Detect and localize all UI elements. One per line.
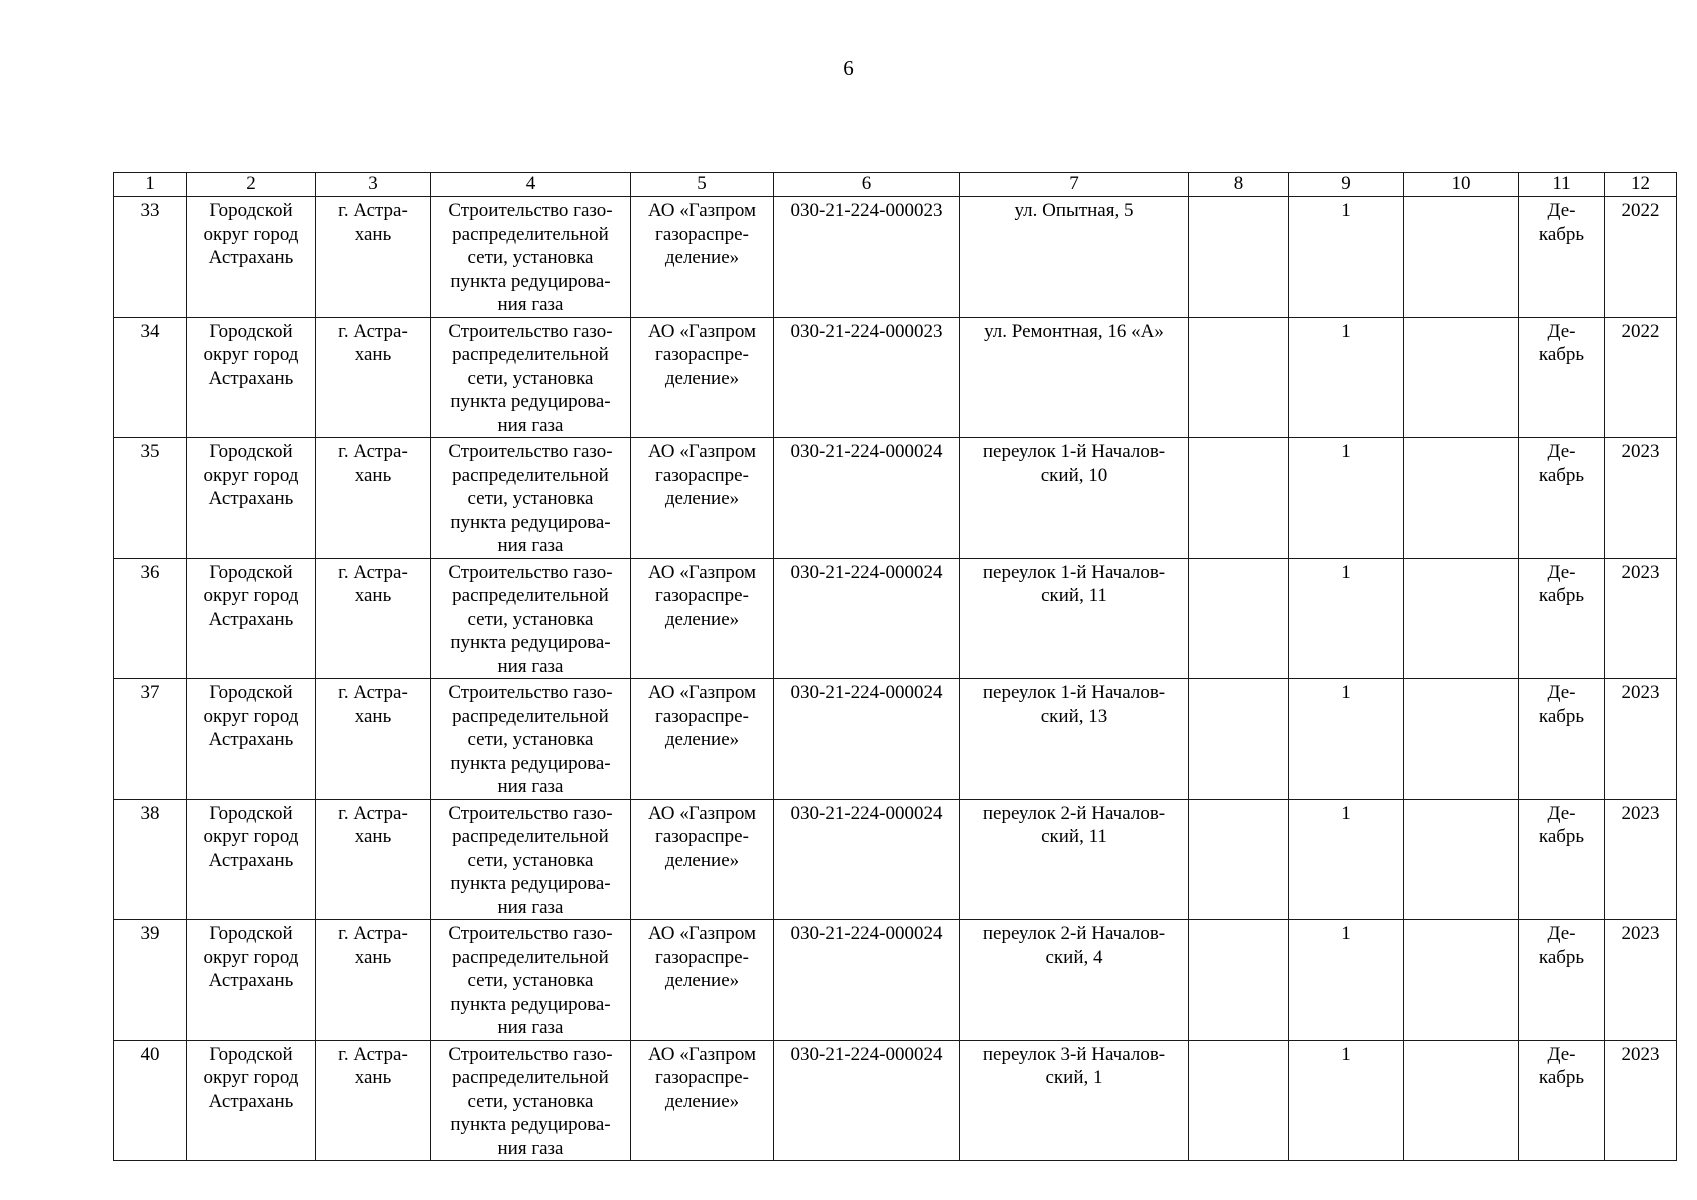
object-code-cell: [774, 197, 960, 318]
work-type-cell: [431, 438, 631, 559]
object-code-cell-text: 030-21-224-000023: [790, 320, 943, 342]
city-cell: [316, 920, 431, 1041]
column-8-cell: [1189, 438, 1289, 559]
organization-cell: [631, 1040, 774, 1161]
district-cell-text: Городской округ город Астрахань: [203, 682, 299, 750]
object-code-cell-text: 030-21-224-000024: [790, 682, 943, 703]
table-header: [114, 173, 1677, 197]
object-code-cell-text: 030-21-224-000023: [790, 200, 943, 221]
organization-cell: [631, 438, 774, 559]
object-code-cell-text: 030-21-224-000024: [790, 441, 943, 462]
header-cell: 10: [1404, 173, 1519, 197]
row-number-cell-text: 33: [140, 200, 160, 221]
address-cell: [960, 1040, 1189, 1161]
month-cell-text: Де- кабрь: [1538, 923, 1585, 968]
address-cell-text: переулок 2-й Началов- ский, 4: [982, 923, 1166, 968]
district-cell: [187, 317, 316, 438]
table-row: [114, 679, 1677, 800]
work-type-cell: [431, 1040, 631, 1161]
month-cell: [1519, 317, 1605, 438]
row-number-cell: [114, 558, 187, 679]
district-cell-text: Городской округ город Астрахань: [203, 923, 299, 991]
work-type-cell: [431, 317, 631, 438]
year-cell-text: 2022: [1621, 320, 1660, 342]
address-cell: [960, 799, 1189, 920]
row-number-cell-text: 37: [140, 682, 160, 703]
organization-cell: [631, 197, 774, 318]
row-number-cell: [114, 197, 187, 318]
year-cell: [1605, 438, 1677, 559]
work-type-cell-text: Строительство газо- распределительной сети, установка пункта редуцирова- ния газа: [448, 682, 613, 797]
organization-cell-text: АО «Газпром газораспре- деление»: [647, 320, 757, 389]
page-number: 6: [843, 56, 854, 80]
work-type-cell: [431, 558, 631, 679]
header-cell: 3: [316, 173, 431, 197]
work-type-cell-text: Строительство газо- распределительной сети, установка пункта редуцирова- ния газа: [448, 441, 613, 556]
month-cell: [1519, 679, 1605, 800]
row-number-cell: [114, 679, 187, 800]
organization-cell: [631, 679, 774, 800]
object-code-cell: [774, 1040, 960, 1161]
row-number-cell-text: 40: [140, 1043, 160, 1065]
table-row: [114, 197, 1677, 318]
quantity-cell: [1289, 197, 1404, 318]
object-code-cell: [774, 920, 960, 1041]
table-row: [114, 438, 1677, 559]
month-cell-text: Де- кабрь: [1538, 1043, 1585, 1088]
address-cell-text: ул. Опытная, 5: [1014, 200, 1134, 221]
row-number-cell: [114, 799, 187, 920]
city-cell: [316, 197, 431, 318]
city-cell: [316, 679, 431, 800]
header-cell: 7: [960, 173, 1189, 197]
work-type-cell: [431, 197, 631, 318]
quantity-cell: [1289, 679, 1404, 800]
year-cell: [1605, 679, 1677, 800]
column-10-cell: [1404, 438, 1519, 559]
row-number-cell: [114, 317, 187, 438]
city-cell: [316, 438, 431, 559]
year-cell-text: 2023: [1621, 802, 1660, 824]
city-cell-text: г. Астра- хань: [338, 320, 408, 365]
work-type-cell-text: Строительство газо- распределительной сети, установка пункта редуцирова- ния газа: [448, 1043, 613, 1159]
month-cell: [1519, 558, 1605, 679]
district-cell: [187, 920, 316, 1041]
header-cell: 2: [187, 173, 316, 197]
city-cell-text: г. Астра- хань: [338, 923, 408, 968]
row-number-cell-text: 36: [140, 561, 160, 583]
quantity-cell-text: 1: [1341, 320, 1351, 342]
month-cell: [1519, 438, 1605, 559]
table-row: [114, 1040, 1677, 1161]
year-cell: [1605, 197, 1677, 318]
column-8-cell: [1189, 1040, 1289, 1161]
organization-cell: [631, 799, 774, 920]
column-10-cell: [1404, 317, 1519, 438]
header-cell: 9: [1289, 173, 1404, 197]
table-row: [114, 317, 1677, 438]
district-cell: [187, 197, 316, 318]
quantity-cell-text: 1: [1341, 200, 1351, 221]
year-cell: [1605, 558, 1677, 679]
quantity-cell: [1289, 438, 1404, 559]
object-code-cell: [774, 558, 960, 679]
month-cell: [1519, 197, 1605, 318]
district-cell: [187, 1040, 316, 1161]
column-10-cell: [1404, 197, 1519, 318]
district-cell: [187, 799, 316, 920]
object-code-cell: [774, 317, 960, 438]
work-type-cell: [431, 679, 631, 800]
organization-cell-text: АО «Газпром газораспре- деление»: [647, 802, 757, 871]
year-cell-text: 2023: [1621, 1043, 1660, 1065]
quantity-cell-text: 1: [1341, 441, 1351, 462]
city-cell-text: г. Астра- хань: [338, 682, 408, 727]
column-8-cell: [1189, 558, 1289, 679]
year-cell: [1605, 799, 1677, 920]
district-cell: [187, 558, 316, 679]
district-cell-text: Городской округ город Астрахань: [203, 802, 299, 871]
column-10-cell: [1404, 799, 1519, 920]
address-cell: [960, 438, 1189, 559]
row-number-cell: [114, 438, 187, 559]
row-number-cell: [114, 1040, 187, 1161]
city-cell: [316, 317, 431, 438]
month-cell-text: Де- кабрь: [1538, 682, 1585, 727]
month-cell-text: Де- кабрь: [1538, 802, 1585, 847]
object-code-cell-text: 030-21-224-000024: [790, 1043, 943, 1065]
column-8-cell: [1189, 317, 1289, 438]
district-cell-text: Городской округ город Астрахань: [203, 1043, 299, 1112]
column-8-cell: [1189, 920, 1289, 1041]
row-number-cell-text: 34: [140, 320, 160, 342]
quantity-cell: [1289, 799, 1404, 920]
gas-network-table: [113, 172, 1677, 1161]
city-cell-text: г. Астра- хань: [338, 200, 408, 245]
column-10-cell: [1404, 558, 1519, 679]
city-cell: [316, 799, 431, 920]
column-8-cell: [1189, 799, 1289, 920]
header-cell: 11: [1519, 173, 1605, 197]
district-cell-text: Городской округ город Астрахань: [203, 441, 299, 509]
work-type-cell-text: Строительство газо- распределительной сети, установка пункта редуцирова- ния газа: [448, 200, 613, 315]
address-cell-text: ул. Ремонтная, 16 «А»: [984, 320, 1164, 342]
organization-cell-text: АО «Газпром газораспре- деление»: [647, 200, 757, 268]
header-cell: 6: [774, 173, 960, 197]
quantity-cell: [1289, 317, 1404, 438]
address-cell-text: переулок 1-й Началов- ский, 13: [982, 682, 1166, 727]
month-cell: [1519, 799, 1605, 920]
object-code-cell-text: 030-21-224-000024: [790, 802, 943, 824]
year-cell-text: 2023: [1621, 923, 1660, 944]
quantity-cell: [1289, 1040, 1404, 1161]
work-type-cell-text: Строительство газо- распределительной сети, установка пункта редуцирова- ния газа: [448, 923, 613, 1038]
month-cell: [1519, 1040, 1605, 1161]
year-cell-text: 2022: [1621, 200, 1660, 221]
year-cell-text: 2023: [1621, 682, 1660, 703]
table-row: [114, 799, 1677, 920]
table-row: [114, 920, 1677, 1041]
address-cell: [960, 679, 1189, 800]
address-cell: [960, 558, 1189, 679]
organization-cell-text: АО «Газпром газораспре- деление»: [647, 1043, 757, 1112]
object-code-cell-text: 030-21-224-000024: [790, 561, 943, 583]
address-cell: [960, 920, 1189, 1041]
address-cell-text: переулок 2-й Началов- ский, 11: [982, 802, 1166, 847]
work-type-cell: [431, 920, 631, 1041]
column-10-cell: [1404, 1040, 1519, 1161]
work-type-cell-text: Строительство газо- распределительной сети, установка пункта редуцирова- ния газа: [448, 320, 613, 436]
object-code-cell-text: 030-21-224-000024: [790, 923, 943, 944]
quantity-cell-text: 1: [1341, 1043, 1351, 1065]
year-cell-text: 2023: [1621, 561, 1660, 583]
organization-cell-text: АО «Газпром газораспре- деление»: [647, 441, 757, 509]
year-cell: [1605, 1040, 1677, 1161]
month-cell-text: Де- кабрь: [1538, 200, 1585, 245]
object-code-cell: [774, 679, 960, 800]
row-number-cell: [114, 920, 187, 1041]
month-cell: [1519, 920, 1605, 1041]
address-cell: [960, 197, 1189, 318]
quantity-cell: [1289, 558, 1404, 679]
column-8-cell: [1189, 197, 1289, 318]
address-cell-text: переулок 1-й Началов- ский, 10: [982, 441, 1166, 486]
header-cell: 1: [114, 173, 187, 197]
quantity-cell-text: 1: [1341, 682, 1351, 703]
column-10-cell: [1404, 679, 1519, 800]
city-cell: [316, 558, 431, 679]
object-code-cell: [774, 799, 960, 920]
city-cell-text: г. Астра- хань: [338, 561, 408, 606]
work-type-cell: [431, 799, 631, 920]
row-number-cell-text: 35: [140, 441, 160, 462]
district-cell: [187, 438, 316, 559]
organization-cell: [631, 317, 774, 438]
table-row: [114, 558, 1677, 679]
city-cell-text: г. Астра- хань: [338, 1043, 408, 1088]
table-body: [114, 197, 1677, 1161]
address-cell-text: переулок 3-й Началов- ский, 1: [982, 1043, 1166, 1088]
column-10-cell: [1404, 920, 1519, 1041]
district-cell-text: Городской округ город Астрахань: [203, 320, 299, 389]
city-cell-text: г. Астра- хань: [338, 441, 408, 486]
organization-cell-text: АО «Газпром газораспре- деление»: [647, 561, 757, 630]
district-cell: [187, 679, 316, 800]
organization-cell: [631, 558, 774, 679]
month-cell-text: Де- кабрь: [1538, 561, 1585, 606]
month-cell-text: Де- кабрь: [1538, 441, 1585, 486]
address-cell-text: переулок 1-й Началов- ский, 11: [982, 561, 1166, 606]
work-type-cell-text: Строительство газо- распределительной сети, установка пункта редуцирова- ния газа: [448, 561, 613, 677]
year-cell: [1605, 317, 1677, 438]
row-number-cell-text: 38: [140, 802, 160, 824]
year-cell: [1605, 920, 1677, 1041]
header-cell: 12: [1605, 173, 1677, 197]
address-cell: [960, 317, 1189, 438]
organization-cell: [631, 920, 774, 1041]
work-type-cell-text: Строительство газо- распределительной сети, установка пункта редуцирова- ния газа: [448, 802, 613, 918]
header-cell: 8: [1189, 173, 1289, 197]
city-cell: [316, 1040, 431, 1161]
quantity-cell-text: 1: [1341, 561, 1351, 583]
column-8-cell: [1189, 679, 1289, 800]
header-cell: 4: [431, 173, 631, 197]
row-number-cell-text: 39: [140, 923, 160, 944]
organization-cell-text: АО «Газпром газораспре- деление»: [647, 682, 757, 750]
city-cell-text: г. Астра- хань: [338, 802, 408, 847]
district-cell-text: Городской округ город Астрахань: [203, 561, 299, 630]
quantity-cell: [1289, 920, 1404, 1041]
year-cell-text: 2023: [1621, 441, 1660, 462]
quantity-cell-text: 1: [1341, 802, 1351, 824]
header-cell: 5: [631, 173, 774, 197]
district-cell-text: Городской округ город Астрахань: [203, 200, 299, 268]
organization-cell-text: АО «Газпром газораспре- деление»: [647, 923, 757, 991]
object-code-cell: [774, 438, 960, 559]
month-cell-text: Де- кабрь: [1538, 320, 1585, 365]
header-row: [114, 173, 1677, 197]
quantity-cell-text: 1: [1341, 923, 1351, 944]
